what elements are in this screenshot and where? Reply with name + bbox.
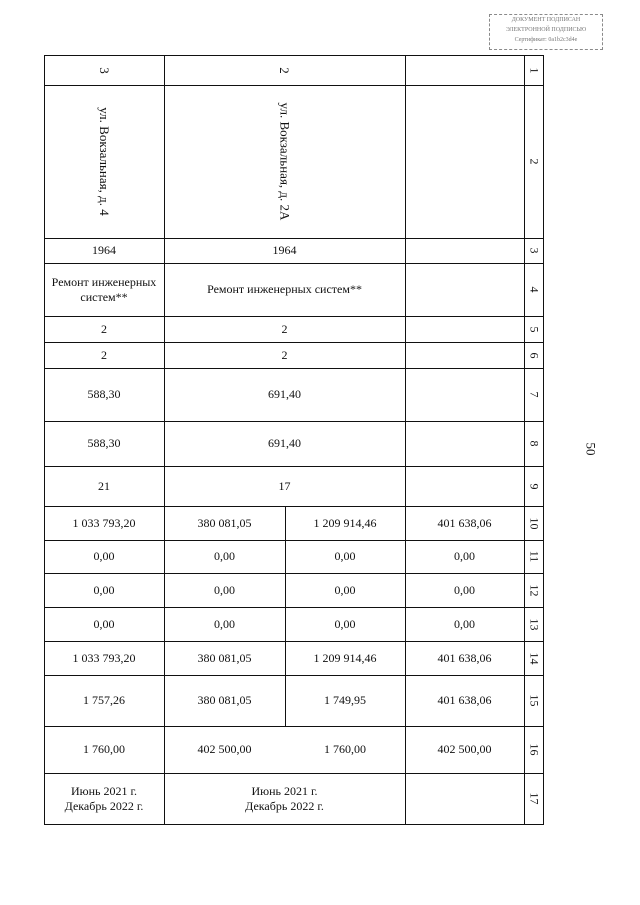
- table-cell: 0,00: [334, 549, 356, 563]
- table-cell: 1 749,95: [324, 693, 366, 707]
- table-cell: 588,30: [87, 436, 121, 450]
- row-number: 12: [527, 584, 542, 596]
- data-table: [44, 55, 544, 825]
- stamp-line: ДОКУМЕНТ ПОДПИСАН: [511, 17, 581, 23]
- row-number: 2: [527, 158, 542, 165]
- row-number: 14: [527, 652, 542, 664]
- table-cell: 1 033 793,20: [72, 650, 136, 665]
- table-cell: 2: [281, 321, 288, 336]
- table-cell: 0,00: [93, 582, 115, 597]
- table-cell: 401 638,06: [437, 650, 492, 665]
- table-cell: Ремонт инженерных систем**: [51, 274, 157, 304]
- row-number: 13: [527, 618, 542, 630]
- table-cell: 0,00: [334, 582, 356, 597]
- table-cell: 380 081,05: [197, 515, 252, 530]
- table-cell: 691,40: [268, 387, 301, 401]
- row-number: 11: [527, 550, 542, 563]
- table-cell: 2: [101, 321, 107, 336]
- table-cell: 2: [281, 347, 288, 362]
- signature-stamp: [489, 14, 603, 50]
- row-number: 10: [527, 517, 542, 529]
- row-number: 8: [527, 440, 542, 447]
- table-cell: 402 500,00: [197, 742, 252, 756]
- table-cell: 0,00: [454, 549, 475, 563]
- table-cell: 401 638,06: [437, 515, 492, 530]
- table-cell: 1 760,00: [83, 742, 125, 756]
- header-col-number: 3: [96, 66, 112, 74]
- table-cell: 588,30: [87, 387, 121, 401]
- address-cell: ул. Вокзальная, д. 4: [96, 107, 112, 216]
- row-number: 15: [527, 694, 542, 707]
- table-cell: 380 081,05: [197, 650, 252, 665]
- row-number: 1: [527, 67, 542, 73]
- row-number: 9: [527, 483, 542, 489]
- row-number: 4: [527, 286, 542, 293]
- table-cell: 1 033 793,20: [72, 515, 136, 530]
- table-cell: 691,40: [268, 436, 301, 450]
- table-cell: 1 760,00: [324, 742, 366, 756]
- row-number: 7: [527, 391, 542, 398]
- table-rule: [44, 824, 544, 825]
- stamp-line: Сертификат: 0a1b2c3d4e: [514, 37, 578, 43]
- table-cell: 2: [101, 347, 107, 362]
- table-cell: 1 209 914,46: [313, 650, 377, 665]
- table-cell: Июнь 2021 г. Декабрь 2022 г.: [64, 783, 144, 813]
- page-number: [578, 441, 602, 457]
- row-number: 16: [527, 743, 542, 756]
- table-cell: 0,00: [214, 549, 235, 563]
- table-cell: 0,00: [214, 582, 235, 597]
- table-cell: 0,00: [454, 616, 475, 631]
- table-cell: 0,00: [334, 616, 356, 631]
- stamp-line: ЭЛЕКТРОННОЙ ПОДПИСЬЮ: [505, 27, 587, 33]
- table-cell: Июнь 2021 г. Декабрь 2022 г.: [245, 783, 324, 813]
- table-cell: 1964: [92, 243, 116, 257]
- table-cell: Ремонт инженерных систем**: [207, 282, 362, 296]
- table-cell: 401 638,06: [437, 693, 492, 707]
- table-cell: 1 757,26: [83, 693, 125, 707]
- table-cell: 0,00: [93, 549, 115, 563]
- table-cell: 21: [98, 478, 110, 493]
- row-number: 3: [527, 247, 542, 254]
- table-cell: 1 209 914,46: [313, 515, 377, 530]
- table-cell: 0,00: [214, 616, 235, 631]
- row-number: 5: [527, 326, 542, 332]
- table-cell: 0,00: [93, 616, 115, 631]
- header-col-number: 2: [277, 66, 292, 74]
- row-number: 6: [527, 352, 542, 358]
- table-cell: 0,00: [454, 582, 475, 597]
- page-number-text: 50: [583, 442, 598, 456]
- table-cell: 402 500,00: [437, 742, 492, 756]
- row-number: 17: [527, 792, 542, 805]
- table-cell: 380 081,05: [197, 693, 252, 707]
- table-cell: 1964: [272, 243, 297, 257]
- table-cell: 17: [278, 478, 291, 493]
- address-cell: ул. Вокзальная, д. 2А: [276, 102, 292, 221]
